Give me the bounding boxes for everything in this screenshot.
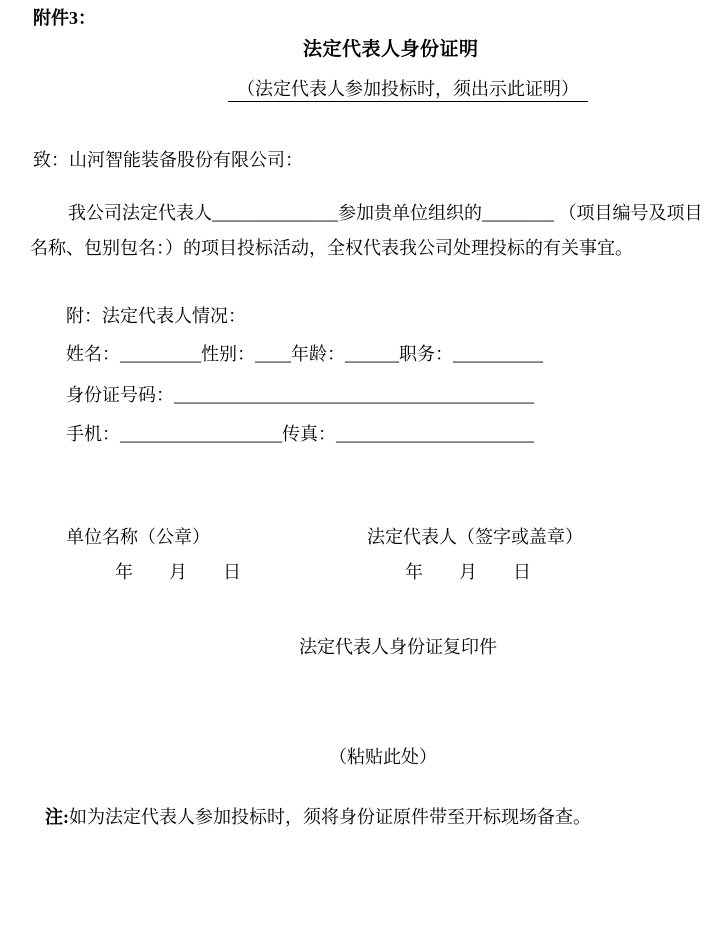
paragraph-lead: 我公司法定代表人 [68,203,212,223]
attachment-label: 附件3： [33,8,96,28]
name-label: 姓名： [66,344,120,364]
company-seal-label: 单位名称（公章） [66,527,210,547]
paragraph-mid: 参加贵单位组织的 [338,203,482,223]
name-blank: _________ [120,344,201,364]
mobile-blank: __________________ [120,424,282,444]
paste-here-hint: （粘贴此处） [329,747,437,767]
mobile-label: 手机： [66,424,120,444]
rep-signature-label: 法定代表人（签字或盖章） [367,527,583,547]
project-blank: ________ [482,203,554,223]
rep-info-row-contact [66,424,534,444]
paragraph-tail: （项目编号及项目名称、包别包名：）的项目投标活动，全权代表我公司处理投标的有关事宜。 [30,203,703,258]
note-label: 注: [45,807,69,827]
body-paragraph [30,196,720,266]
job-label: 职务： [399,344,453,364]
addressee-line: 致：山河智能装备股份有限公司： [33,150,303,170]
id-label: 身份证号码： [66,385,174,405]
document-subtitle-text: （法定代表人参加投标时，须出示此证明） [228,79,588,102]
fax-label: 传真： [282,424,336,444]
gender-blank: ____ [255,344,291,364]
document-subtitle [228,79,588,102]
age-blank: ______ [345,344,399,364]
id-copy-title: 法定代表人身份证复印件 [299,637,497,657]
job-blank: __________ [453,344,543,364]
legal-rep-name-blank: ______________ [212,203,338,223]
rep-info-heading: 附：法定代表人情况： [66,306,246,326]
fax-blank: ______________________ [336,424,534,444]
company-date-line: 年 月 日 [115,562,241,582]
rep-info-row-id [66,385,534,405]
id-blank: ________________________________________ [174,385,534,405]
note-text: 如为法定代表人参加投标时，须将身份证原件带至开标现场备查。 [69,807,591,827]
bottom-note [45,807,591,827]
document-title: 法定代表人身份证明 [303,39,479,60]
age-label: 年龄： [291,344,345,364]
gender-label: 性别： [201,344,255,364]
rep-date-line: 年 月 日 [405,562,531,582]
rep-info-row-name [66,344,543,364]
